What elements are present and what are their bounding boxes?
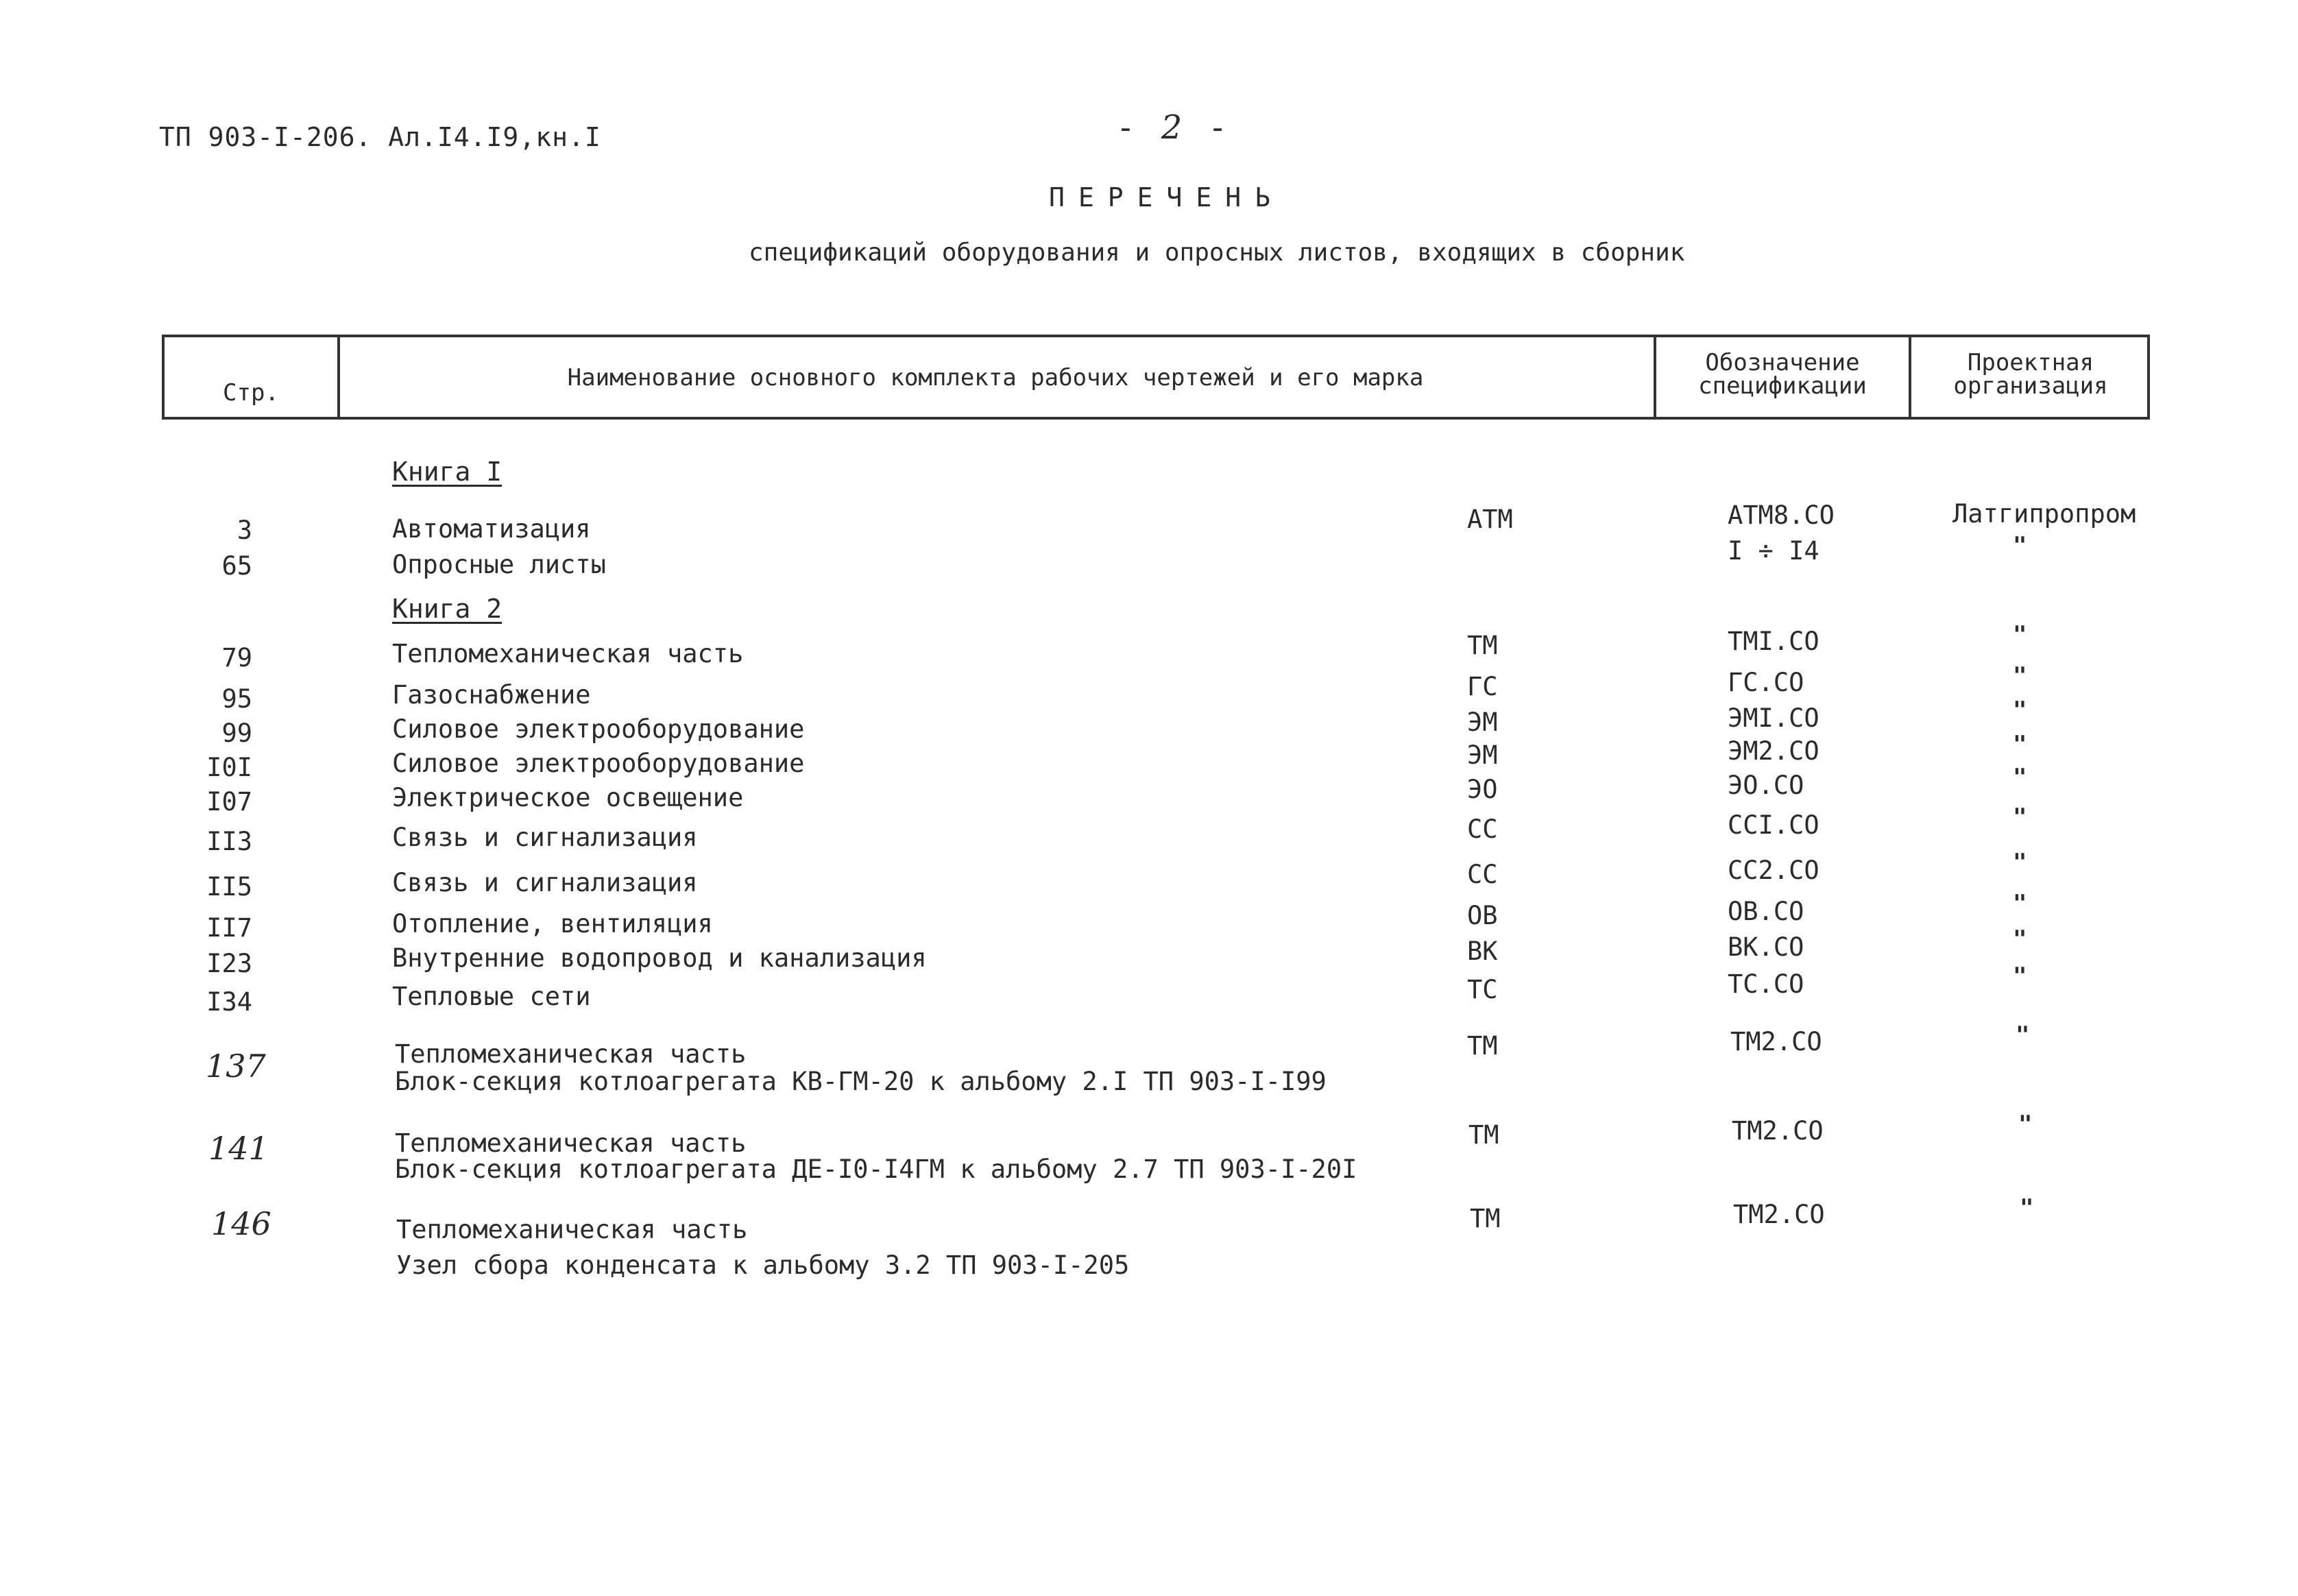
row-page-number: I07 (206, 787, 252, 817)
row-page-number: 95 (221, 684, 252, 714)
table-header (162, 335, 2150, 420)
row-page-number: 79 (221, 643, 252, 673)
row-spec: АТМ8.СО (1728, 500, 1835, 530)
row-org-ditto: " (2013, 662, 2027, 690)
row-mark: ОВ (1467, 901, 1498, 930)
row-page-number-handwritten: 141 (208, 1130, 269, 1167)
row-page-number: I23 (206, 949, 252, 978)
row-org-ditto: " (2016, 1021, 2030, 1049)
row-page-number: 99 (221, 718, 252, 748)
row-name: Связь и сигнализация (392, 823, 698, 852)
row-spec: ТМ2.СО (1730, 1027, 1822, 1056)
row-spec: СС2.СО (1728, 856, 1819, 885)
row-spec: ЭМI.СО (1728, 703, 1819, 733)
row-mark: ТМ (1468, 1120, 1499, 1150)
book-heading-2: Книга 2 (392, 594, 503, 624)
row-org-ditto: " (2013, 963, 2027, 990)
row-name: Тепломеханическая часть (395, 1128, 747, 1158)
row-name: Тепломеханическая часть (392, 639, 744, 668)
row-spec: ЭМ2.СО (1728, 736, 1819, 766)
row-org-ditto: " (2013, 849, 2027, 876)
row-spec: ТМI.СО (1728, 627, 1819, 656)
row-name: Газоснабжение (392, 680, 591, 710)
row-spec: ОВ.СО (1728, 897, 1804, 926)
document-code: ТП 903-I-206. Ал.I4.I9,кн.I (159, 122, 601, 152)
row-mark: ЭМ (1467, 740, 1498, 770)
row-name: Отопление, вентиляция (392, 909, 713, 939)
row-page-number-handwritten: 146 (211, 1205, 271, 1242)
row-spec: I ÷ I4 (1728, 536, 1819, 566)
row-page-number-handwritten: 137 (206, 1048, 266, 1085)
row-mark: ТМ (1467, 631, 1498, 660)
header-org-line2: организация (1953, 372, 2108, 400)
row-spec: ТС.СО (1728, 969, 1804, 999)
row-mark: СС (1467, 860, 1498, 889)
header-spec-line1: Обозначение (1705, 349, 1860, 376)
row-mark: ЭМ (1467, 708, 1498, 737)
header-page-column: Стр. (223, 379, 279, 407)
row-mark: ЭО (1467, 775, 1498, 804)
row-org-ditto: " (2013, 731, 2027, 758)
header-name-column: Наименование основного комплекта рабочих чертежей и его марка (567, 364, 1424, 391)
row-name: Электрическое освещение (392, 783, 744, 812)
page-number-value: 2 (1161, 108, 1183, 147)
row-spec: ТМ2.СО (1733, 1200, 1825, 1229)
row-org-ditto: " (2013, 764, 2027, 791)
row-page-number: I34 (206, 987, 252, 1017)
row-name: Опросные листы (392, 550, 606, 579)
row-spec: ВК.СО (1728, 932, 1804, 962)
row-org-ditto: " (2013, 621, 2027, 649)
row-org-ditto: " (2018, 1111, 2033, 1138)
row-name-line2: Узел сбора конденсата к альбому 3.2 ТП 903-I-205 (396, 1250, 1130, 1280)
header-spec-line2: спецификации (1698, 372, 1867, 400)
row-name: Тепломеханическая часть (395, 1039, 747, 1069)
row-page-number: 65 (221, 551, 252, 581)
row-name: Тепловые сети (392, 982, 591, 1011)
row-org-ditto: " (2013, 890, 2027, 917)
row-mark: ВК (1467, 936, 1498, 966)
header-org-line1: Проектная (1967, 349, 2094, 376)
document-title: ПЕРЕЧЕНЬ (1049, 182, 1285, 213)
row-mark: ТС (1467, 975, 1498, 1004)
row-mark: ГС (1467, 672, 1498, 701)
row-name: Силовое электрооборудование (392, 714, 805, 744)
row-name: Тепломеханическая часть (396, 1215, 748, 1244)
row-page-number: 3 (237, 516, 252, 545)
row-page-number: I0I (206, 753, 252, 782)
row-org-ditto: " (2013, 532, 2027, 559)
header-org-column (1911, 351, 2150, 398)
row-spec: ГС.СО (1728, 668, 1804, 697)
row-name-line2: Блок-секция котлоагрегата КВ-ГМ-20 к альбому 2.I ТП 903-I-I99 (395, 1067, 1327, 1096)
page-number (1090, 108, 1253, 147)
row-org-ditto: " (2013, 926, 2027, 953)
row-page-number: II7 (206, 913, 252, 943)
row-spec: ЭО.СО (1728, 771, 1804, 800)
document-subtitle: спецификаций оборудования и опросных листов, входящих в сборник (749, 239, 1685, 267)
page-number-dash-left: - (1116, 109, 1135, 146)
row-name: Силовое электрооборудование (392, 749, 805, 778)
row-page-number: II3 (206, 827, 252, 856)
row-org-ditto: " (2020, 1194, 2034, 1222)
page-number-dash-right: - (1208, 109, 1227, 146)
row-spec: ССI.СО (1728, 810, 1819, 840)
row-name: Связь и сигнализация (392, 868, 698, 897)
row-org-ditto: " (2013, 803, 2027, 831)
row-page-number: II5 (206, 872, 252, 902)
header-spec-column (1656, 351, 1909, 398)
row-mark: ТМ (1470, 1204, 1501, 1233)
row-org-ditto: " (2013, 697, 2027, 724)
row-spec: ТМ2.СО (1732, 1116, 1824, 1146)
row-name-line2: Блок-секция котлоагрегата ДЕ-I0-I4ГМ к альбому 2.7 ТП 903-I-20I (395, 1154, 1357, 1184)
book-heading-1: Книга I (392, 457, 503, 487)
row-name: Внутренние водопровод и канализация (392, 943, 927, 973)
row-mark: АТМ (1467, 505, 1513, 534)
row-org: Латгипропром (1952, 499, 2136, 529)
row-mark: ТМ (1467, 1031, 1498, 1061)
row-mark: СС (1467, 814, 1498, 844)
row-name: Автоматизация (392, 514, 591, 544)
